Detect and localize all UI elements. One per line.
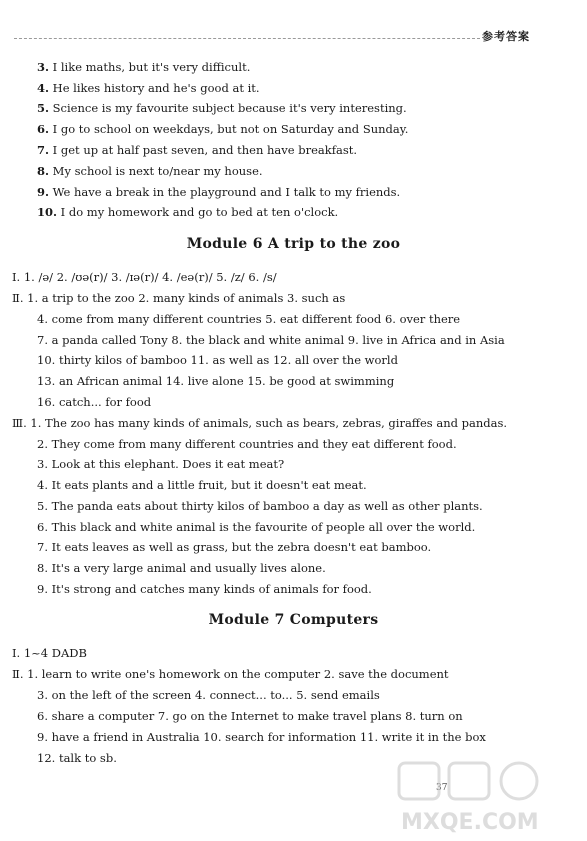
answer-line: 2. They come from many different countries and they eat different food. [37,437,457,451]
module-6-title: Module 6 A trip to the zoo [186,236,401,252]
answer-line: Ⅲ. 1. The zoo has many kinds of animals, such as bears, zebras, giraffes and pandas. [12,416,508,430]
answer-line: 16. catch... for food [37,395,152,409]
answer-line: 6. share a computer 7. go on the Internet to make travel plans 8. turn on [37,709,463,723]
module-7-title: Module 7 Computers [208,612,379,628]
answer-line: 7. I get up at half past seven, and then have breakfast. [37,143,358,157]
answer-line: 5. The panda eats about thirty kilos of bamboo a day as well as other plants. [37,499,483,513]
svg-text:MXQE.COM: MXQE.COM [401,810,539,835]
answer-line: 9. It's strong and catches many kinds of animals for food. [37,582,372,596]
answer-line: Ⅱ. 1. learn to write one's homework on the computer 2. save the document [12,667,449,681]
answer-line: 7. a panda called Tony 8. the black and white animal 9. live in Africa and in Asia [37,333,505,347]
answer-line: 3. Look at this elephant. Does it eat meat? [37,457,285,471]
answer-line: Ⅱ. 1. a trip to the zoo 2. many kinds of animals 3. such as [12,291,346,305]
answer-line: 10. thirty kilos of bamboo 11. as well as 12. all over the world [37,353,398,367]
answer-line: 10. I do my homework and go to bed at ten o'clock. [37,205,339,219]
answer-line: 6. I go to school on weekdays, but not on Saturday and Sunday. [37,122,409,136]
answer-line: 4. come from many different countries 5. eat different food 6. over there [37,312,461,326]
answer-line: 13. an African animal 14. live alone 15. be good at swimming [37,374,395,388]
answer-line: 8. It's a very large animal and usually lives alone. [37,561,326,575]
answer-line: 12. talk to sb. [37,751,117,765]
answer-line: Ⅰ. 1~4 DADB [12,646,87,660]
answer-line: 3. on the left of the screen 4. connect... to... 5. send emails [37,688,380,702]
answer-line: 9. have a friend in Australia 10. search for information 11. write it in the box [37,730,486,744]
answer-line: 8. My school is next to/near my house. [37,164,263,178]
watermark-logo [391,757,581,837]
header-tag: 参考答案 [482,30,530,43]
answer-line: 4. He likes history and he's good at it. [37,81,260,95]
answer-line: 4. It eats plants and a little fruit, but it doesn't eat meat. [37,478,367,492]
header-divider [14,38,480,39]
answer-line: 3. I like maths, but it's very difficult. [37,60,251,74]
answer-line: 6. This black and white animal is the favourite of people all over the world. [37,520,476,534]
answer-line: 5. Science is my favourite subject because it's very interesting. [37,101,407,115]
answer-line: 7. It eats leaves as well as grass, but the zebra doesn't eat bamboo. [37,540,432,554]
answer-line: Ⅰ. 1. /ə/ 2. /ʊə(r)/ 3. /ɪə(r)/ 4. /eə(r)/ 5. /z/ 6. /s/ [12,270,277,284]
page-number: 37 [436,783,448,793]
answer-line: 9. We have a break in the playground and I talk to my friends. [37,185,401,199]
